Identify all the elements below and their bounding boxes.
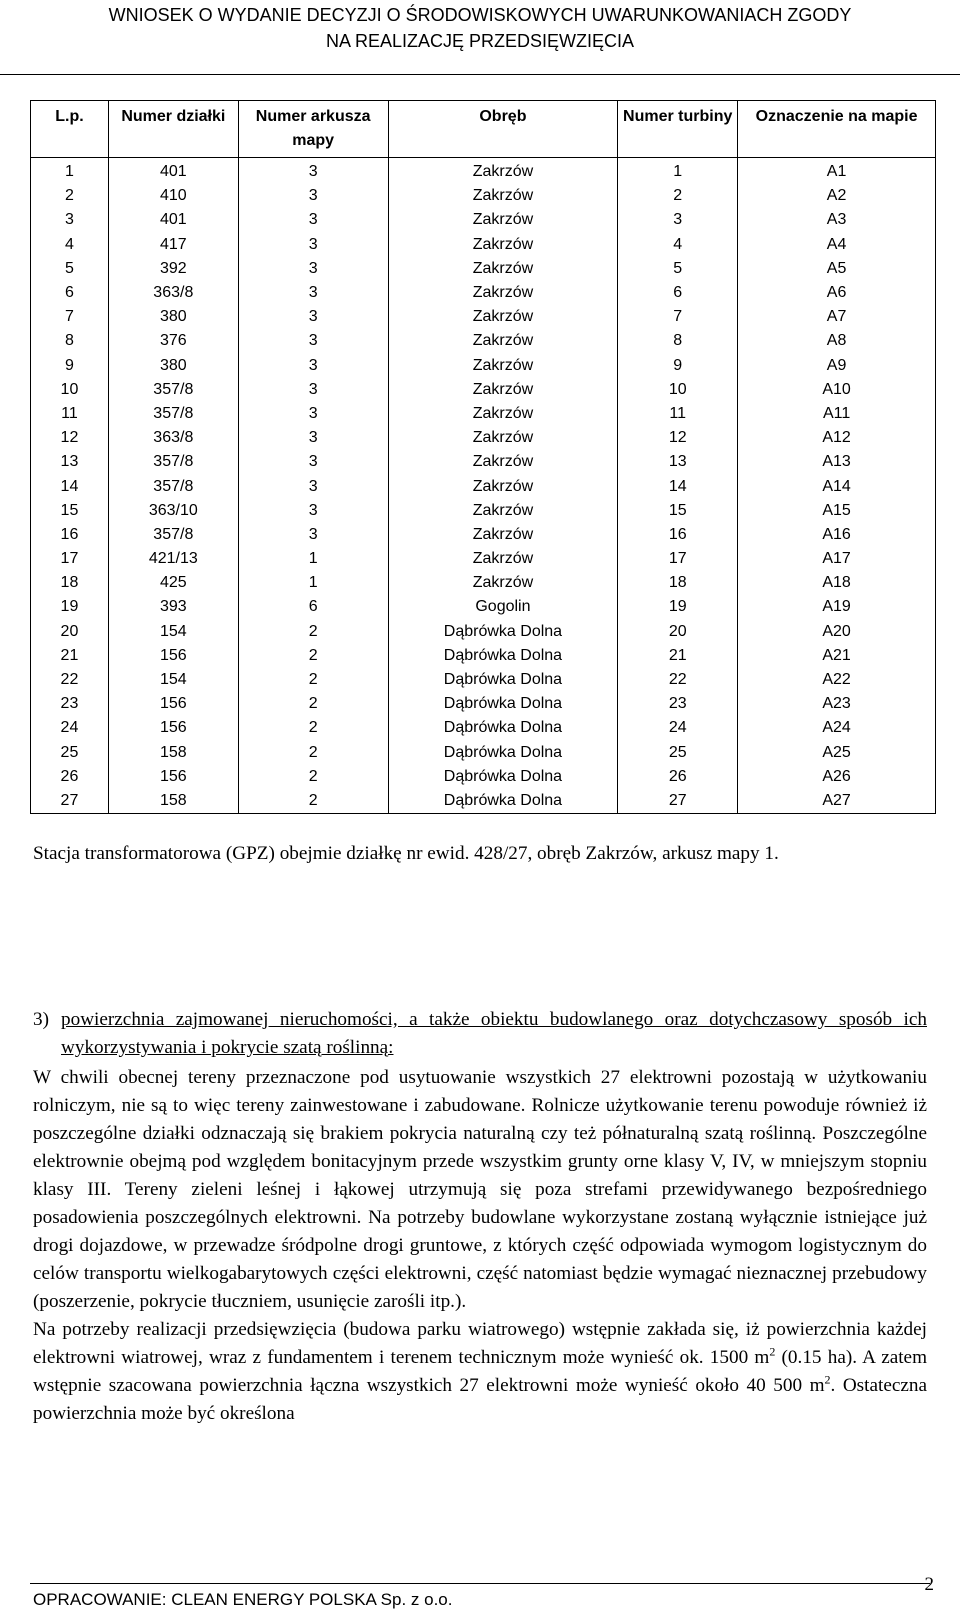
footer-divider	[30, 1583, 930, 1584]
table-row	[31, 233, 936, 257]
table-row	[31, 716, 936, 740]
cell-precinct: Dąbrówka Dolna	[388, 692, 618, 716]
paragraph-1: W chwili obecnej tereny przeznaczone pod usytuowanie wszystkich 27 elektrowni pozostają w użytkowaniu rolniczym, nie są to więc tereny zainwestowane i zabudowane. Rolnicze użytkowanie terenu powoduje również iż poszczególne działki odznaczają się brakiem pokrycia naturalną czy też półnaturalną szatą roślinną. Poszczególne elektrownie obejmą pod względem bonitacyjnym przede wszystkim grunty orne klasy V, IV, w mniejszym stopniu klasy III. Tereny zieleni leśnej i łąkowej utrzymują się poza strefami przewidywanego bezpośredniego posadowienia poszczególnych elektrowni. Na potrzeby budowlane wykorzystane zostaną wyłącznie istniejące już drogi dojazdowe, w przewadze śródpolne drogi gruntowe, z których część odpowiada wymogom logistycznym do celów transportu wielkogabarytowych części elektrowni, część natomiast będzie wymagać nieznacznej przebudowy (poszerzenie, pokrycie tłuczniem, usunięcie zarośli itp.).	[33, 1067, 927, 1312]
cell-sheet: 3	[238, 257, 388, 281]
cell-turbine: 2	[618, 184, 738, 208]
cell-turbine: 5	[618, 257, 738, 281]
cell-sheet: 3	[238, 523, 388, 547]
cell-turbine: 23	[618, 692, 738, 716]
cell-sheet: 3	[238, 450, 388, 474]
cell-precinct: Gogolin	[388, 595, 618, 619]
cell-turbine: 20	[618, 620, 738, 644]
cell-sheet: 2	[238, 668, 388, 692]
cell-sheet: 3	[238, 281, 388, 305]
cell-map-label: A17	[738, 547, 936, 571]
cell-sheet: 3	[238, 208, 388, 232]
paragraph-2-part-1: Na potrzeby realizacji przedsięwzięcia (budowa parku wiatrowego) wstępnie zakłada się, iż powierzchnia każdej elektrowni wiatrowej, wraz z fundamentem i terenem technicznym może wynieść ok. 1500 m	[33, 1319, 927, 1368]
cell-lp: 1	[31, 158, 109, 185]
cell-sheet: 3	[238, 305, 388, 329]
cell-parcel: 158	[108, 789, 238, 814]
cell-turbine: 21	[618, 644, 738, 668]
cell-lp: 27	[31, 789, 109, 814]
cell-parcel: 156	[108, 716, 238, 740]
cell-parcel: 401	[108, 208, 238, 232]
cell-map-label: A6	[738, 281, 936, 305]
cell-map-label: A15	[738, 499, 936, 523]
cell-parcel: 357/8	[108, 474, 238, 498]
cell-lp: 2	[31, 184, 109, 208]
cell-map-label: A10	[738, 378, 936, 402]
cell-precinct: Zakrzów	[388, 523, 618, 547]
cell-parcel: 363/8	[108, 281, 238, 305]
cell-sheet: 3	[238, 402, 388, 426]
cell-lp: 9	[31, 354, 109, 378]
cell-turbine: 14	[618, 474, 738, 498]
cell-precinct: Zakrzów	[388, 257, 618, 281]
cell-precinct: Zakrzów	[388, 474, 618, 498]
cell-parcel: 156	[108, 765, 238, 789]
superscript-1: 2	[769, 1344, 776, 1359]
cell-lp: 19	[31, 595, 109, 619]
cell-turbine: 18	[618, 571, 738, 595]
table-row	[31, 571, 936, 595]
cell-map-label: A11	[738, 402, 936, 426]
cell-lp: 21	[31, 644, 109, 668]
cell-map-label: A1	[738, 158, 936, 185]
table-row	[31, 184, 936, 208]
cell-lp: 22	[31, 668, 109, 692]
cell-parcel: 357/8	[108, 402, 238, 426]
cell-turbine: 4	[618, 233, 738, 257]
cell-map-label: A19	[738, 595, 936, 619]
cell-sheet: 3	[238, 499, 388, 523]
cell-turbine: 8	[618, 329, 738, 353]
cell-precinct: Zakrzów	[388, 354, 618, 378]
table-row	[31, 499, 936, 523]
cell-lp: 4	[31, 233, 109, 257]
cell-lp: 8	[31, 329, 109, 353]
cell-parcel: 401	[108, 158, 238, 185]
cell-parcel: 376	[108, 329, 238, 353]
cell-precinct: Zakrzów	[388, 499, 618, 523]
cell-map-label: A4	[738, 233, 936, 257]
header-line-1: WNIOSEK O WYDANIE DECYZJI O ŚRODOWISKOWYCH UWARUNKOWANIACH ZGODY	[108, 5, 852, 25]
cell-sheet: 2	[238, 620, 388, 644]
cell-parcel: 380	[108, 305, 238, 329]
cell-lp: 7	[31, 305, 109, 329]
cell-lp: 5	[31, 257, 109, 281]
cell-parcel: 357/8	[108, 378, 238, 402]
table-row	[31, 692, 936, 716]
header-divider	[0, 74, 960, 75]
cell-map-label: A7	[738, 305, 936, 329]
cell-precinct: Dąbrówka Dolna	[388, 620, 618, 644]
gpz-text: Stacja transformatorowa (GPZ) obejmie działkę nr ewid. 428/27, obręb Zakrzów, arkusz mapy 1.	[33, 843, 779, 864]
cell-map-label: A14	[738, 474, 936, 498]
cell-parcel: 363/10	[108, 499, 238, 523]
cell-precinct: Zakrzów	[388, 208, 618, 232]
cell-turbine: 25	[618, 741, 738, 765]
header-parcel-number: Numer działki	[108, 101, 238, 158]
cell-sheet: 2	[238, 644, 388, 668]
cell-turbine: 1	[618, 158, 738, 185]
cell-map-label: A16	[738, 523, 936, 547]
cell-precinct: Dąbrówka Dolna	[388, 789, 618, 814]
cell-turbine: 3	[618, 208, 738, 232]
item-heading: powierzchnia zajmowanej nieruchomości, a także obiektu budowlanego oraz dotychczasowy sposób ich wykorzystywania i pokrycie szatą roślinną:	[61, 1009, 927, 1058]
cell-precinct: Zakrzów	[388, 402, 618, 426]
cell-map-label: A2	[738, 184, 936, 208]
table-row	[31, 354, 936, 378]
item-number: 3)	[33, 1009, 49, 1030]
cell-sheet: 2	[238, 741, 388, 765]
cell-map-label: A22	[738, 668, 936, 692]
table-row	[31, 523, 936, 547]
cell-map-label: A9	[738, 354, 936, 378]
cell-precinct: Zakrzów	[388, 184, 618, 208]
cell-parcel: 392	[108, 257, 238, 281]
cell-map-label: A26	[738, 765, 936, 789]
cell-precinct: Zakrzów	[388, 329, 618, 353]
cell-sheet: 2	[238, 789, 388, 814]
cell-lp: 18	[31, 571, 109, 595]
cell-parcel: 158	[108, 741, 238, 765]
cell-precinct: Zakrzów	[388, 233, 618, 257]
cell-precinct: Zakrzów	[388, 378, 618, 402]
cell-sheet: 1	[238, 571, 388, 595]
cell-sheet: 6	[238, 595, 388, 619]
cell-map-label: A21	[738, 644, 936, 668]
cell-parcel: 380	[108, 354, 238, 378]
cell-map-label: A20	[738, 620, 936, 644]
cell-map-label: A18	[738, 571, 936, 595]
table-row	[31, 474, 936, 498]
cell-map-label: A13	[738, 450, 936, 474]
cell-sheet: 3	[238, 233, 388, 257]
page-header	[0, 0, 960, 54]
cell-precinct: Zakrzów	[388, 426, 618, 450]
table-header-row	[31, 101, 936, 158]
table-row	[31, 305, 936, 329]
cell-lp: 24	[31, 716, 109, 740]
paragraph-2-part-2: (0.15 ha). A zatem wstępnie szacowana powierzchnia łączna wszystkich 27 elektrowni może wynieść około 40 500 m	[33, 1347, 928, 1396]
table-row	[31, 789, 936, 814]
cell-turbine: 16	[618, 523, 738, 547]
cell-turbine: 15	[618, 499, 738, 523]
header-precinct: Obręb	[388, 101, 618, 158]
cell-lp: 3	[31, 208, 109, 232]
table-row	[31, 547, 936, 571]
cell-turbine: 9	[618, 354, 738, 378]
paragraph-2-part-3: . Ostateczna powierzchnia może być określona	[33, 1375, 927, 1424]
cell-sheet: 3	[238, 158, 388, 185]
cell-precinct: Dąbrówka Dolna	[388, 741, 618, 765]
cell-turbine: 10	[618, 378, 738, 402]
cell-parcel: 357/8	[108, 450, 238, 474]
table-row	[31, 620, 936, 644]
cell-parcel: 154	[108, 668, 238, 692]
cell-precinct: Dąbrówka Dolna	[388, 668, 618, 692]
cell-lp: 23	[31, 692, 109, 716]
cell-precinct: Zakrzów	[388, 571, 618, 595]
cell-lp: 16	[31, 523, 109, 547]
cell-lp: 11	[31, 402, 109, 426]
cell-sheet: 1	[238, 547, 388, 571]
table-body	[31, 158, 936, 814]
cell-precinct: Zakrzów	[388, 281, 618, 305]
table-row	[31, 450, 936, 474]
table-row	[31, 208, 936, 232]
cell-precinct: Dąbrówka Dolna	[388, 765, 618, 789]
cell-map-label: A23	[738, 692, 936, 716]
cell-parcel: 154	[108, 620, 238, 644]
cell-parcel: 417	[108, 233, 238, 257]
cell-turbine: 7	[618, 305, 738, 329]
cell-precinct: Zakrzów	[388, 547, 618, 571]
header-lp: L.p.	[31, 101, 109, 158]
cell-lp: 17	[31, 547, 109, 571]
table-row	[31, 257, 936, 281]
cell-sheet: 3	[238, 426, 388, 450]
cell-parcel: 393	[108, 595, 238, 619]
table-row	[31, 595, 936, 619]
cell-lp: 12	[31, 426, 109, 450]
cell-turbine: 13	[618, 450, 738, 474]
cell-turbine: 27	[618, 789, 738, 814]
cell-map-label: A25	[738, 741, 936, 765]
cell-turbine: 12	[618, 426, 738, 450]
footer-text: OPRACOWANIE: CLEAN ENERGY POLSKA Sp. z o.o.	[33, 1590, 453, 1609]
table-row	[31, 402, 936, 426]
cell-parcel: 363/8	[108, 426, 238, 450]
table-row	[31, 668, 936, 692]
superscript-2: 2	[824, 1372, 831, 1387]
gpz-note	[33, 840, 927, 868]
cell-sheet: 3	[238, 474, 388, 498]
cell-parcel: 410	[108, 184, 238, 208]
cell-sheet: 3	[238, 378, 388, 402]
cell-sheet: 3	[238, 354, 388, 378]
cell-map-label: A3	[738, 208, 936, 232]
cell-lp: 10	[31, 378, 109, 402]
cell-lp: 25	[31, 741, 109, 765]
table-row	[31, 378, 936, 402]
cell-map-label: A5	[738, 257, 936, 281]
cell-parcel: 357/8	[108, 523, 238, 547]
page-number: 2	[924, 1574, 934, 1595]
table-row	[31, 644, 936, 668]
header-turbine-number: Numer turbiny	[618, 101, 738, 158]
cell-sheet: 3	[238, 329, 388, 353]
header-sheet-number: Numer arkusza mapy	[238, 101, 388, 158]
cell-parcel: 156	[108, 644, 238, 668]
table-row	[31, 426, 936, 450]
cell-turbine: 6	[618, 281, 738, 305]
cell-lp: 15	[31, 499, 109, 523]
cell-turbine: 24	[618, 716, 738, 740]
cell-precinct: Dąbrówka Dolna	[388, 716, 618, 740]
cell-parcel: 421/13	[108, 547, 238, 571]
paragraph-2	[33, 1316, 927, 1428]
cell-precinct: Zakrzów	[388, 305, 618, 329]
cell-map-label: A8	[738, 329, 936, 353]
cell-lp: 26	[31, 765, 109, 789]
cell-precinct: Dąbrówka Dolna	[388, 644, 618, 668]
parcels-table	[30, 100, 936, 814]
cell-map-label: A27	[738, 789, 936, 814]
cell-turbine: 22	[618, 668, 738, 692]
cell-lp: 14	[31, 474, 109, 498]
cell-sheet: 2	[238, 692, 388, 716]
section-item-3	[33, 1006, 927, 1062]
table-row	[31, 741, 936, 765]
cell-sheet: 3	[238, 184, 388, 208]
cell-map-label: A12	[738, 426, 936, 450]
table-row	[31, 329, 936, 353]
cell-turbine: 17	[618, 547, 738, 571]
header-line-2: NA REALIZACJĘ PRZEDSIĘWZIĘCIA	[325, 31, 635, 51]
table-row	[31, 158, 936, 185]
table-row	[31, 281, 936, 305]
cell-parcel: 425	[108, 571, 238, 595]
cell-turbine: 26	[618, 765, 738, 789]
cell-map-label: A24	[738, 716, 936, 740]
cell-sheet: 2	[238, 765, 388, 789]
cell-precinct: Zakrzów	[388, 158, 618, 185]
cell-sheet: 2	[238, 716, 388, 740]
cell-turbine: 19	[618, 595, 738, 619]
header-map-label: Oznaczenie na mapie	[738, 101, 936, 158]
body-text	[33, 1064, 927, 1428]
cell-lp: 13	[31, 450, 109, 474]
cell-lp: 20	[31, 620, 109, 644]
cell-parcel: 156	[108, 692, 238, 716]
cell-turbine: 11	[618, 402, 738, 426]
table-row	[31, 765, 936, 789]
cell-lp: 6	[31, 281, 109, 305]
cell-precinct: Zakrzów	[388, 450, 618, 474]
